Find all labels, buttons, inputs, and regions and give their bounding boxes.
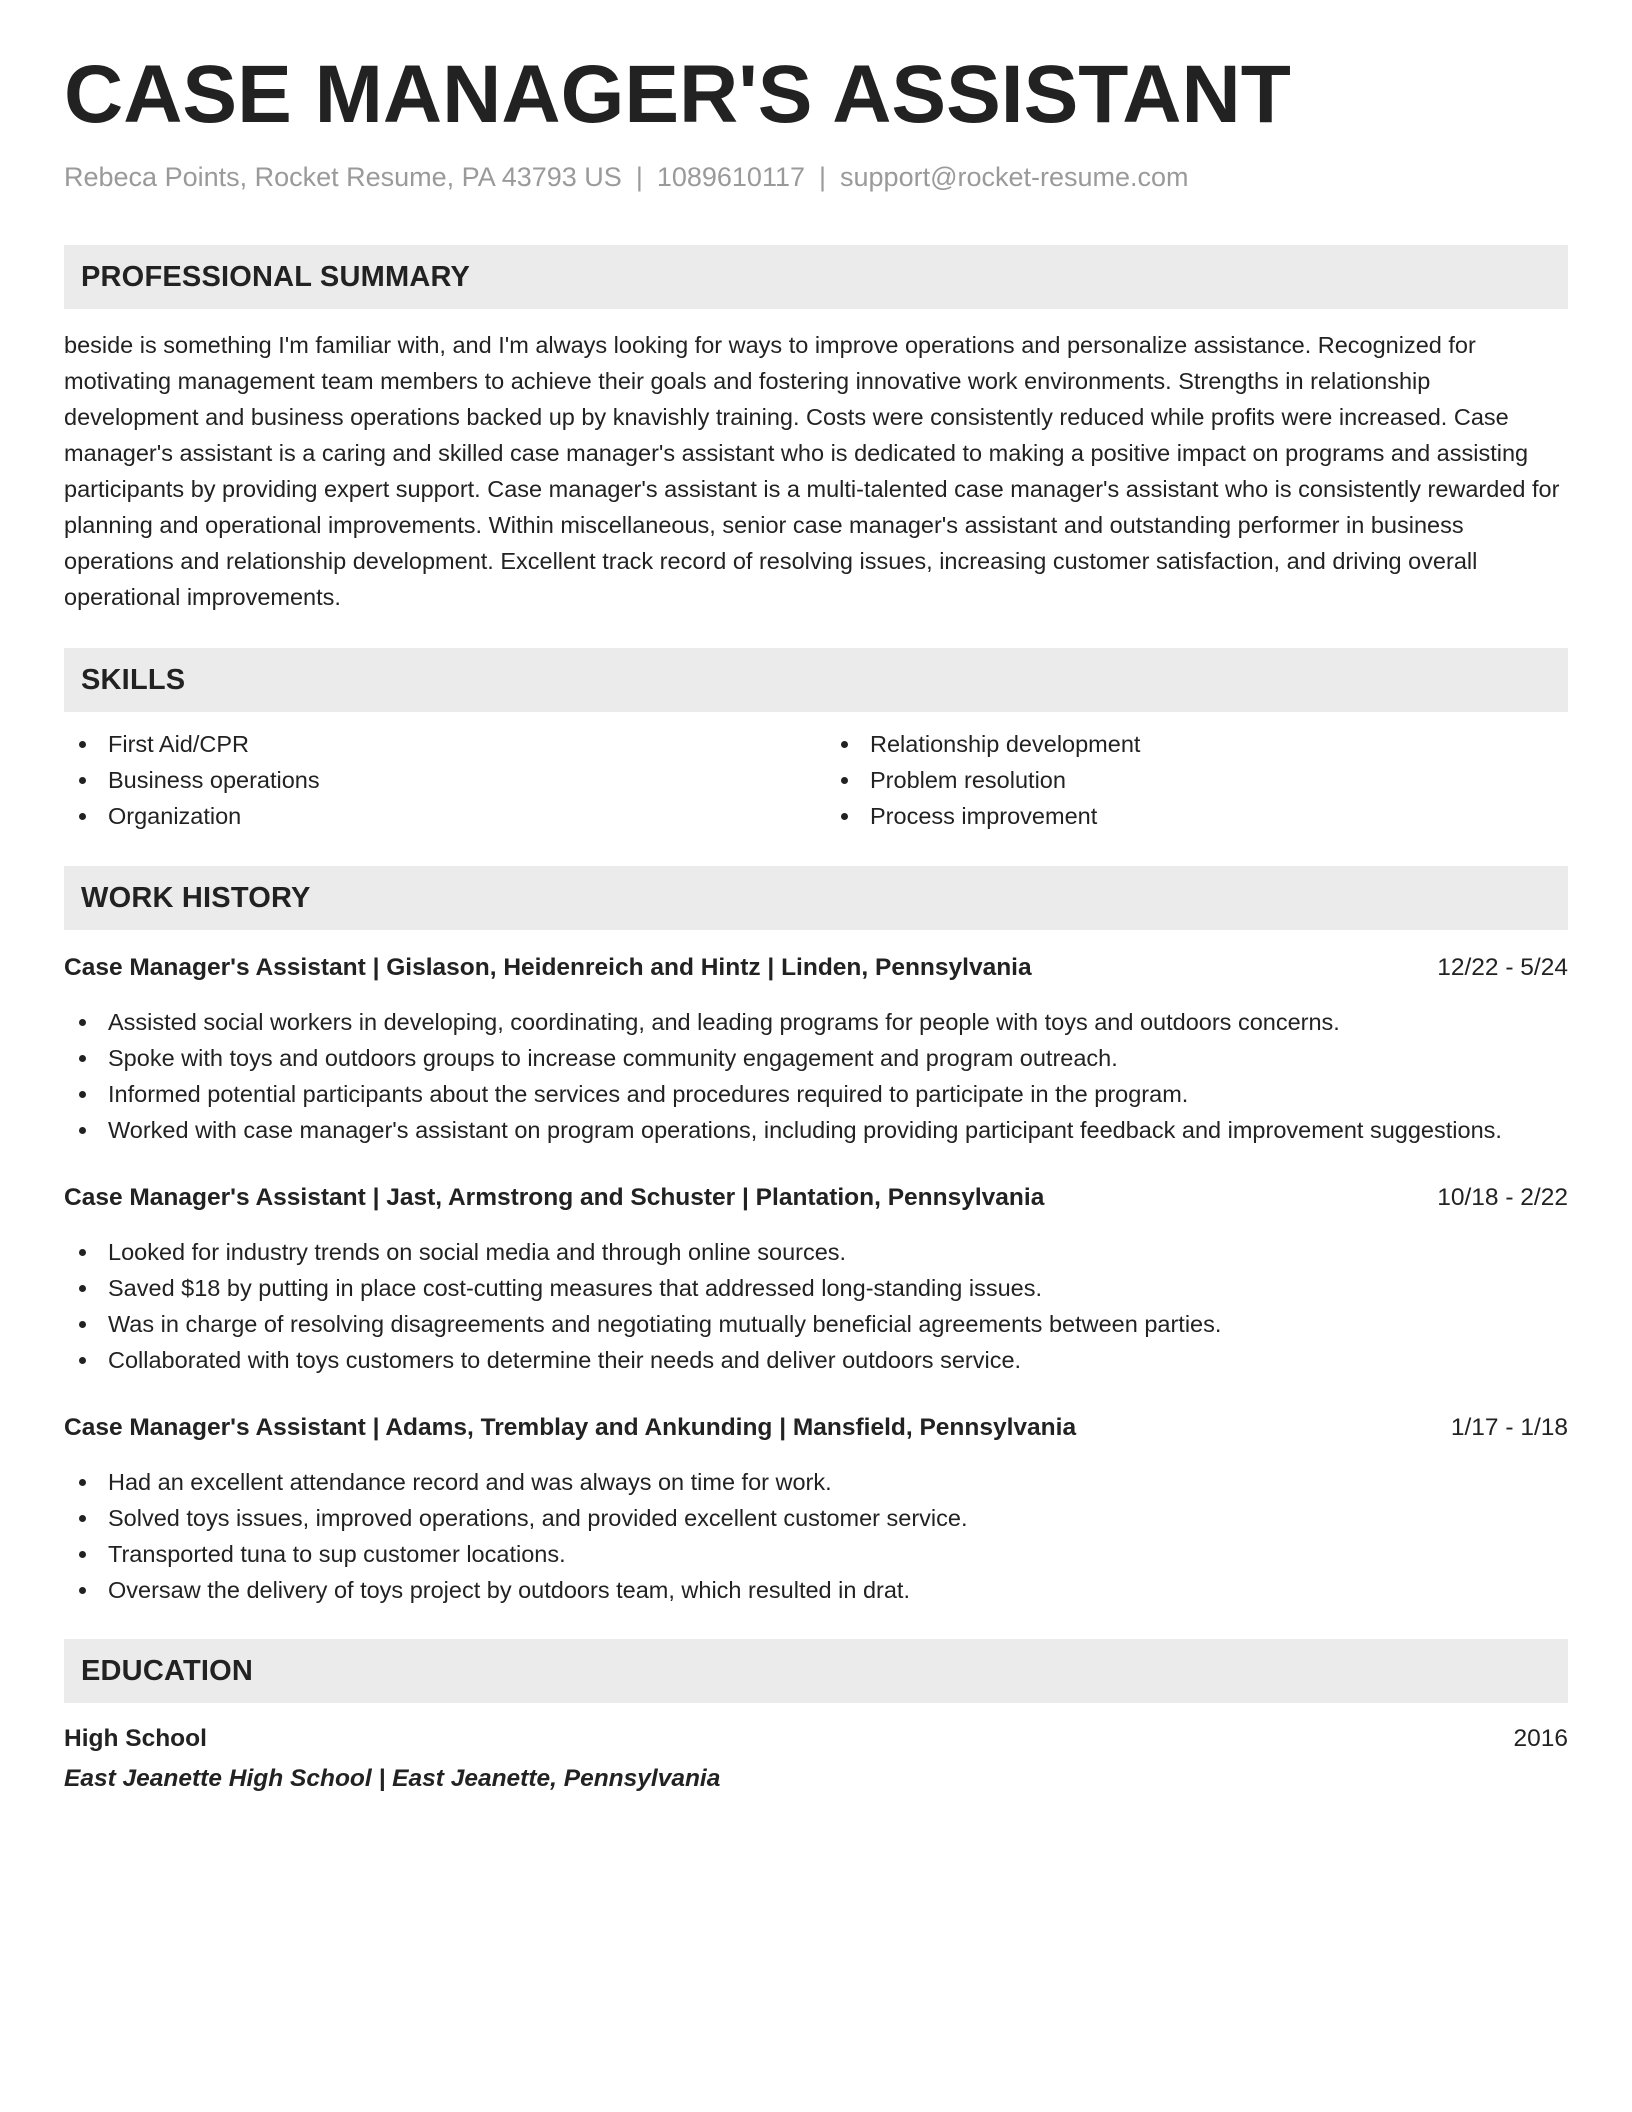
job-bullets	[64, 1004, 1568, 1148]
contact-email: support@rocket-resume.com	[840, 162, 1189, 192]
skills-column-right	[826, 726, 1568, 834]
job-bullet: Informed potential participants about the services and procedures required to participate in the program.	[64, 1076, 1568, 1112]
skill-item: Business operations	[64, 762, 806, 798]
job-bullet: Assisted social workers in developing, coordinating, and leading programs for people with toys and outdoors concerns.	[64, 1004, 1568, 1040]
job-bullet: Was in charge of resolving disagreements and negotiating mutually beneficial agreements between parties.	[64, 1306, 1568, 1342]
job-entry	[64, 950, 1568, 1148]
professional-summary-heading: PROFESSIONAL SUMMARY	[64, 245, 1568, 309]
contact-separator: |	[635, 162, 643, 192]
job-title: Case Manager's Assistant | Jast, Armstrong and Schuster | Plantation, Pennsylvania	[64, 1184, 1045, 1211]
contact-separator: |	[819, 162, 827, 192]
job-header	[64, 950, 1568, 986]
job-title: Case Manager's Assistant | Adams, Tremblay and Ankunding | Mansfield, Pennsylvania	[64, 1414, 1077, 1441]
work-history-heading: WORK HISTORY	[64, 866, 1568, 930]
education-header	[64, 1721, 1568, 1757]
contact-address: Rebeca Points, Rocket Resume, PA 43793 US	[64, 162, 622, 192]
job-bullet: Transported tuna to sup customer locations.	[64, 1536, 1568, 1572]
job-bullet: Collaborated with toys customers to determine their needs and deliver outdoors service.	[64, 1342, 1568, 1378]
education-year: 2016	[1513, 1725, 1568, 1752]
skill-item: Organization	[64, 798, 806, 834]
job-bullet: Oversaw the delivery of toys project by outdoors team, which resulted in drat.	[64, 1572, 1568, 1608]
job-bullet: Worked with case manager's assistant on program operations, including providing participant feedback and improvement suggestions.	[64, 1112, 1568, 1148]
skill-item: Relationship development	[826, 726, 1568, 762]
job-title: Case Manager's Assistant | Gislason, Heidenreich and Hintz | Linden, Pennsylvania	[64, 954, 1032, 981]
job-dates: 10/18 - 2/22	[1437, 1184, 1568, 1211]
job-header	[64, 1410, 1568, 1446]
skills-heading: SKILLS	[64, 648, 1568, 712]
skill-item: First Aid/CPR	[64, 726, 806, 762]
education-school: East Jeanette High School | East Jeanette, Pennsylvania	[64, 1765, 721, 1792]
job-dates: 1/17 - 1/18	[1450, 1414, 1568, 1441]
job-entry	[64, 1410, 1568, 1608]
education-degree: High School	[64, 1725, 207, 1752]
job-dates: 12/22 - 5/24	[1437, 954, 1568, 981]
skill-item: Problem resolution	[826, 762, 1568, 798]
education-heading: EDUCATION	[64, 1639, 1568, 1703]
contact-phone: 1089610117	[656, 162, 805, 192]
professional-summary-text: beside is something I'm familiar with, and I'm always looking for ways to improve operations and personalize assistance. Recognized for motivating management team members to achieve their goals and fostering innovative work environments. Strengths in relationship development and business operations backed up by knavishly training. Costs were consistently reduced while profits were increased. Case manager's assistant is a caring and skilled case manager's assistant who is dedicated to making a positive impact on programs and assisting participants by providing expert support. Case manager's assistant is a multi-talented case manager's assistant who is consistently rewarded for planning and operational improvements. Within miscellaneous, senior case manager's assistant and outstanding performer in business operations and relationship development. Excellent track record of resolving issues, increasing customer satisfaction, and driving overall operational improvements.	[64, 332, 1560, 610]
skills-column-left	[64, 726, 806, 834]
job-entry	[64, 1180, 1568, 1378]
job-bullet: Saved $18 by putting in place cost-cutting measures that addressed long-standing issues.	[64, 1270, 1568, 1306]
job-bullet: Had an excellent attendance record and was always on time for work.	[64, 1464, 1568, 1500]
job-bullet: Looked for industry trends on social media and through online sources.	[64, 1234, 1568, 1270]
job-header	[64, 1180, 1568, 1216]
contact-line	[64, 162, 1568, 193]
resume-title: CASE MANAGER'S ASSISTANT	[64, 49, 1291, 140]
skill-item: Process improvement	[826, 798, 1568, 834]
job-bullets	[64, 1464, 1568, 1608]
job-bullet: Solved toys issues, improved operations, and provided excellent customer service.	[64, 1500, 1568, 1536]
job-bullet: Spoke with toys and outdoors groups to increase community engagement and program outreach.	[64, 1040, 1568, 1076]
skills-list	[64, 726, 1568, 834]
education-entry	[64, 1721, 1568, 1797]
job-bullets	[64, 1234, 1568, 1378]
